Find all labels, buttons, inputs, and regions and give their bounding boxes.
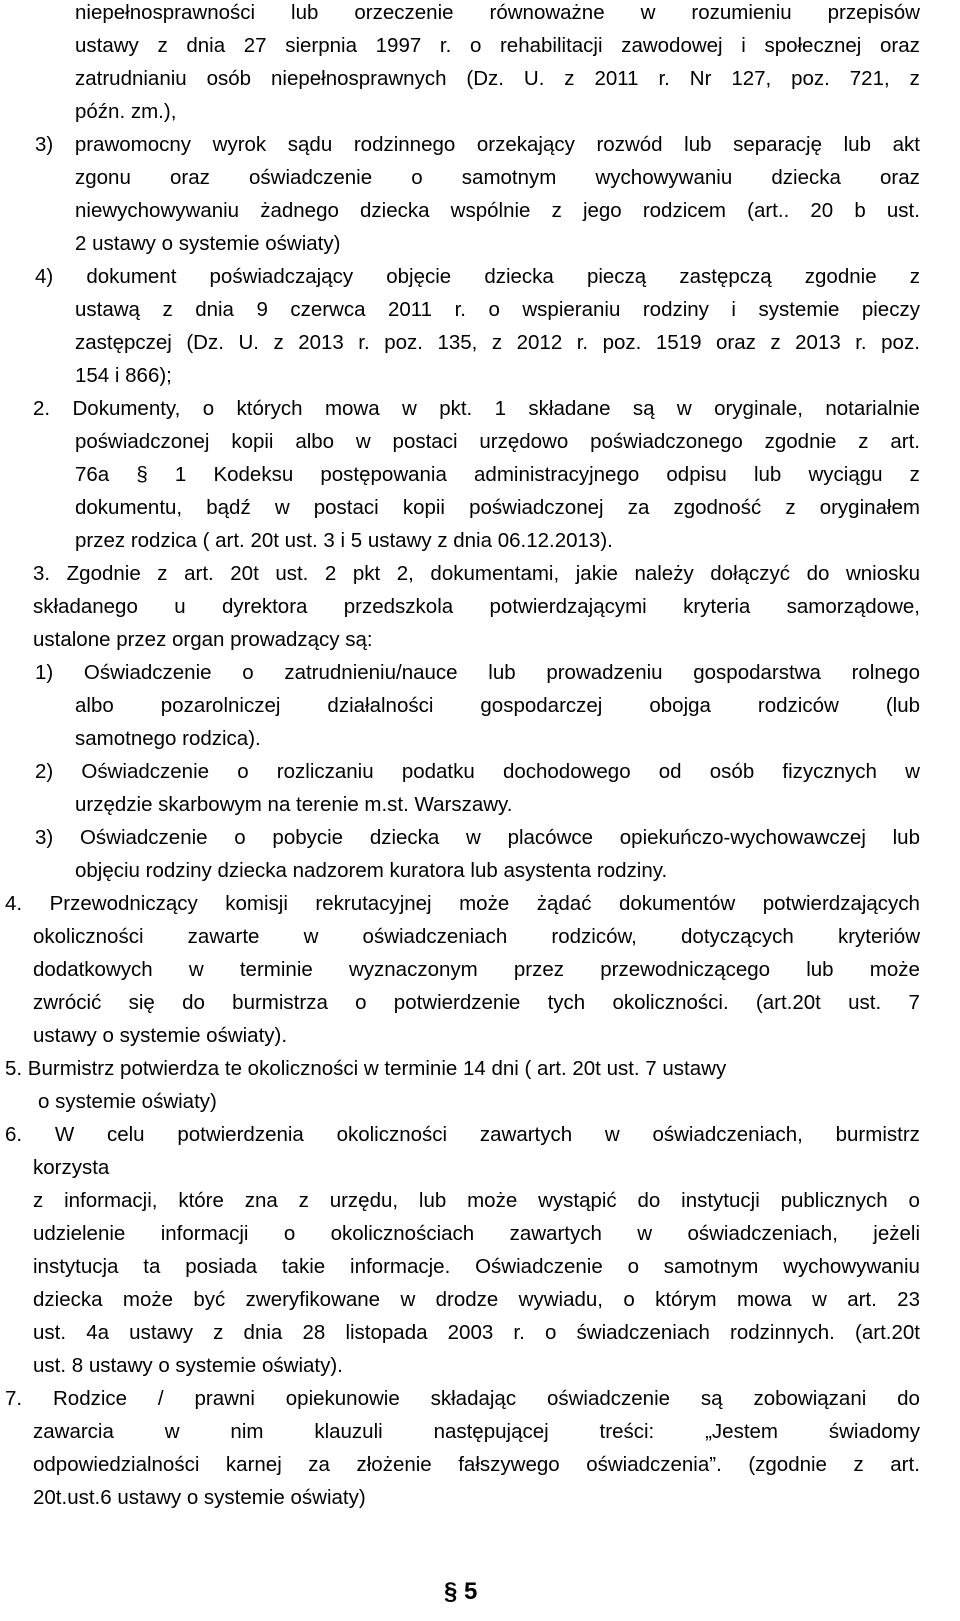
text-line: poświadczonej kopii albo w postaci urzędowo poświadczonego zgodnie z art. (75, 430, 920, 453)
text-line: 1) Oświadczenie o zatrudnieniu/nauce lub prowadzeniu gospodarstwa rolnego (35, 661, 920, 684)
text-line: niepełnosprawności lub orzeczenie równoważne w rozumieniu przepisów (75, 1, 920, 24)
text-line: ustawy o systemie oświaty). (33, 1024, 288, 1047)
text-line: z informacji, które zna z urzędu, lub może wystąpić do instytucji publicznych o (33, 1189, 920, 1212)
text-line: zastępczej (Dz. U. z 2013 r. poz. 135, z 2012 r. poz. 1519 oraz z 2013 r. poz. (75, 331, 920, 354)
text-line: albo pozarolniczej działalności gospodarczej obojga rodziców (lub (75, 694, 920, 717)
section-heading: § 5 (444, 1578, 478, 1605)
text-line: samotnego rodzica). (75, 727, 261, 750)
text-line: okoliczności zawarte w oświadczeniach rodziców, dotyczących kryteriów (33, 925, 920, 948)
text-line: urzędzie skarbowym na terenie m.st. Warszawy. (75, 793, 513, 816)
text-line: 4) dokument poświadczający objęcie dziecka pieczą zastępczą zgodnie z (35, 265, 920, 288)
text-line: dodatkowych w terminie wyznaczonym przez przewodniczącego lub może (33, 958, 920, 981)
text-line: ustawą z dnia 9 czerwca 2011 r. o wspieraniu rodziny i systemie pieczy (75, 298, 920, 321)
text-line: ustalone przez organ prowadzący są: (33, 628, 373, 651)
text-line: ust. 4a ustawy z dnia 28 listopada 2003 r. o świadczeniach rodzinnych. (art.20t (33, 1321, 920, 1344)
text-line: 154 i 866); (75, 364, 172, 387)
text-line: udzielenie informacji o okolicznościach zawartych w oświadczeniach, jeżeli (33, 1222, 920, 1245)
text-line: ust. 8 ustawy o systemie oświaty). (33, 1354, 343, 1377)
text-line: odpowiedzialności karnej za złożenie fałszywego oświadczenia”. (zgodnie z art. (33, 1453, 920, 1476)
text-line: niewychowywaniu żadnego dziecka wspólnie z jego rodzicem (art.. 20 b ust. (75, 199, 920, 222)
text-line: 3) Oświadczenie o pobycie dziecka w placówce opiekuńczo-wychowawczej lub (35, 826, 920, 849)
text-line: 3) prawomocny wyrok sądu rodzinnego orzekający rozwód lub separację lub akt (35, 133, 920, 156)
text-line: zwrócić się do burmistrza o potwierdzenie tych okoliczności. (art.20t ust. 7 (33, 991, 920, 1014)
text-line: składanego u dyrektora przedszkola potwierdzającymi kryteria samorządowe, (33, 595, 920, 618)
text-line: 3. Zgodnie z art. 20t ust. 2 pkt 2, dokumentami, jakie należy dołączyć do wniosku (33, 562, 920, 585)
text-line: dokumentu, bądź w postaci kopii poświadczonej za zgodność z oryginałem (75, 496, 920, 519)
text-line: o systemie oświaty) (38, 1090, 217, 1113)
text-line: 20t.ust.6 ustawy o systemie oświaty) (33, 1486, 366, 1509)
text-line: 7. Rodzice / prawni opiekunowie składając oświadczenie są zobowiązani do (5, 1387, 920, 1410)
text-line: ustawy z dnia 27 sierpnia 1997 r. o rehabilitacji zawodowej i społecznej oraz (75, 34, 920, 57)
text-line: 4. Przewodniczący komisji rekrutacyjnej może żądać dokumentów potwierdzających (5, 892, 920, 915)
text-line: 5. Burmistrz potwierdza te okoliczności w terminie 14 dni ( art. 20t ust. 7 ustawy (5, 1057, 727, 1080)
text-line: zatrudnianiu osób niepełnosprawnych (Dz. U. z 2011 r. Nr 127, poz. 721, z (75, 67, 920, 90)
text-line: 2 ustawy o systemie oświaty) (75, 232, 341, 255)
text-line: zawarcia w nim klauzuli następującej treści: „Jestem świadomy (33, 1420, 920, 1443)
text-line: dziecka może być zweryfikowane w drodze wywiadu, o którym mowa w art. 23 (33, 1288, 920, 1311)
text-line: 2. Dokumenty, o których mowa w pkt. 1 składane są w oryginale, notarialnie (33, 397, 920, 420)
text-line: korzysta (33, 1156, 110, 1179)
text-line: zgonu oraz oświadczenie o samotnym wychowywaniu dziecka oraz (75, 166, 920, 189)
text-line: 2) Oświadczenie o rozliczaniu podatku dochodowego od osób fizycznych w (35, 760, 920, 783)
text-line: późn. zm.), (75, 100, 177, 123)
text-line: 6. W celu potwierdzenia okoliczności zawartych w oświadczeniach, burmistrz (5, 1123, 920, 1146)
text-line: 76a § 1 Kodeksu postępowania administracyjnego odpisu lub wyciągu z (75, 463, 920, 486)
text-line: objęciu rodziny dziecka nadzorem kuratora lub asystenta rodziny. (75, 859, 668, 882)
text-line: instytucja ta posiada takie informacje. Oświadczenie o samotnym wychowywaniu (33, 1255, 920, 1278)
text-line: przez rodzica ( art. 20t ust. 3 i 5 ustawy z dnia 06.12.2013). (75, 529, 613, 552)
